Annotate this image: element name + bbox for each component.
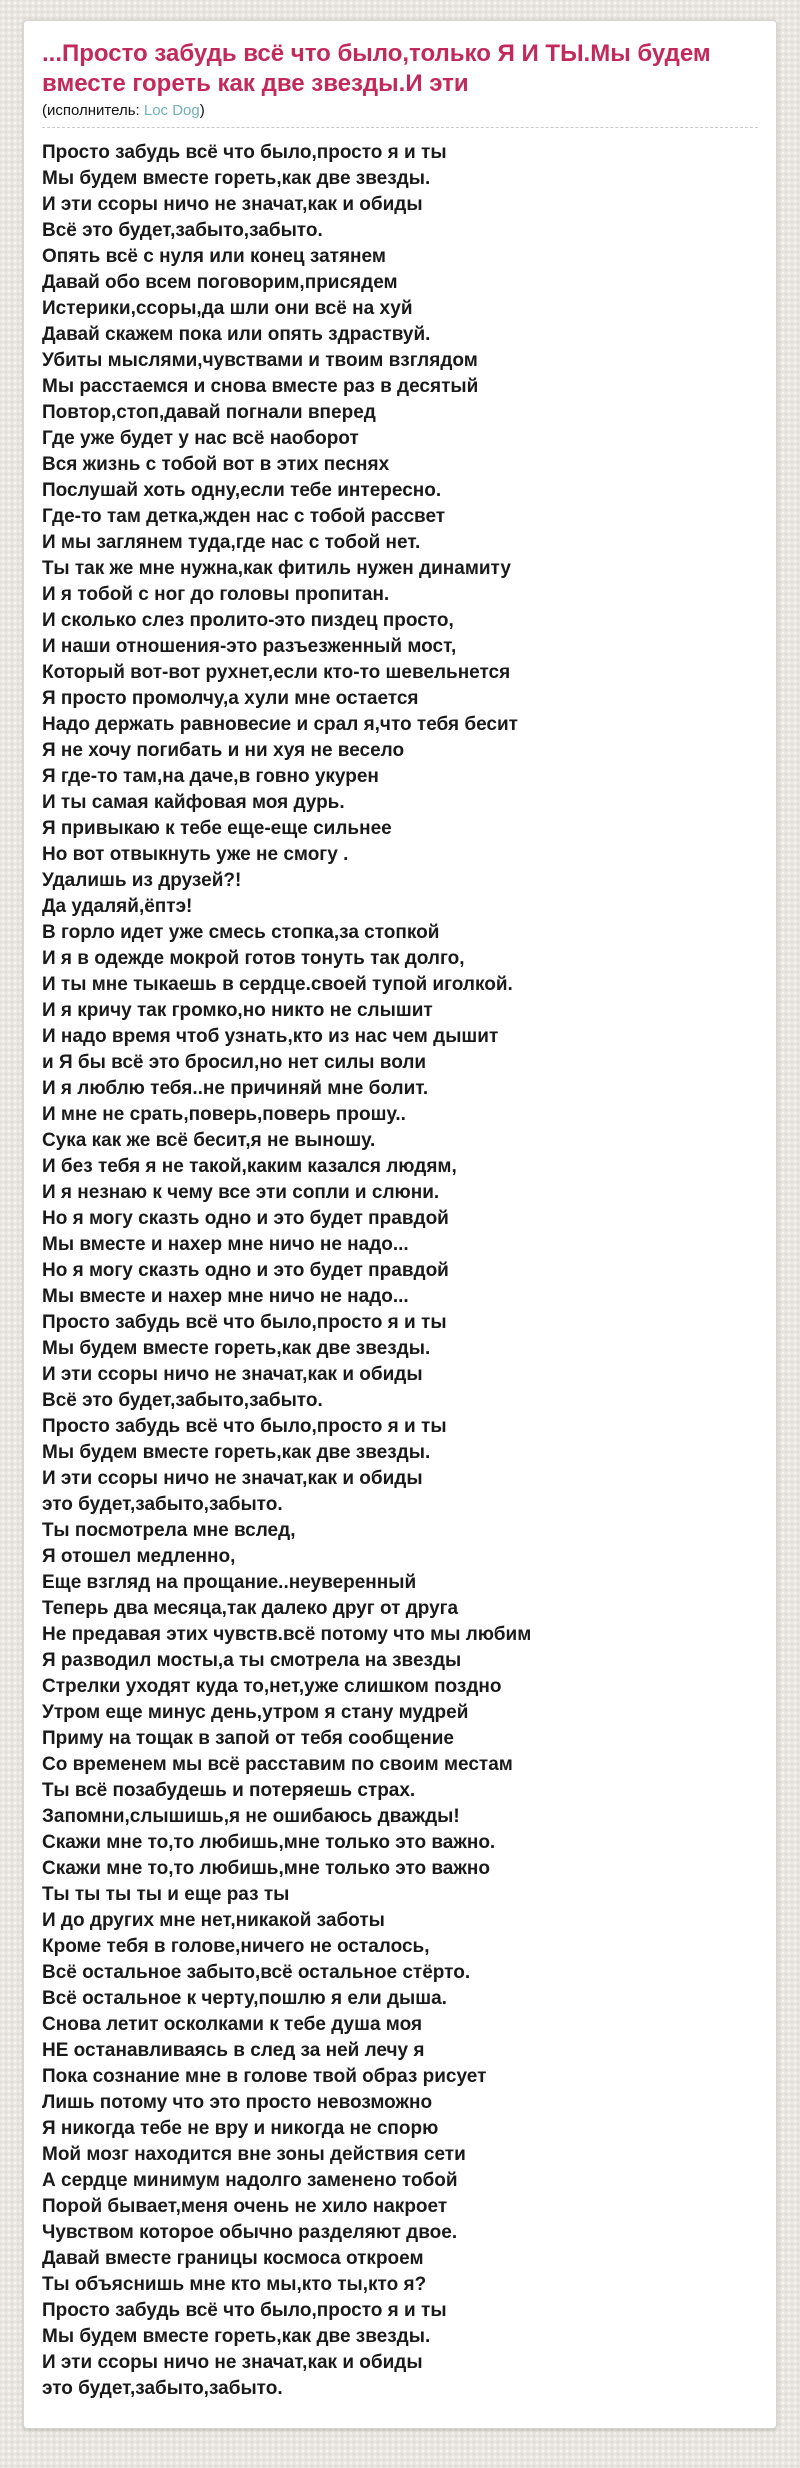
lyric-line: Просто забудь всё что было,просто я и ты — [42, 1416, 447, 1437]
lyric-line: Всё это будет,забыто,забыто. — [42, 1390, 323, 1411]
lyric-line: Скажи мне то,то любишь,мне только это важно. — [42, 1832, 496, 1853]
lyric-line: Удалишь из друзей?! — [42, 870, 242, 891]
lyric-line: Мы расстаемся и снова вместе раз в десятый — [42, 376, 479, 397]
lyric-line: И без тебя я не такой,каким казался людям, — [42, 1156, 457, 1177]
artist-link[interactable]: Loc Dog — [143, 102, 200, 119]
lyric-line: Мы вместе и нахер мне ничо не надо... — [42, 1286, 409, 1307]
lyric-line: Чувством которое обычно разделяют двое. — [42, 2222, 458, 2243]
lyric-line: Да удаляй,ёптэ! — [42, 896, 193, 917]
lyric-line: А сердце минимум надолго заменено тобой — [42, 2170, 458, 2191]
lyric-line: Ты ты ты ты и еще раз ты — [42, 1884, 290, 1905]
lyric-line: НЕ останавливаясь в след за ней лечу я — [42, 2040, 425, 2061]
lyric-line: Всё это будет,забыто,забыто. — [42, 220, 323, 241]
lyric-line: Порой бывает,меня очень не хило накроет — [42, 2196, 448, 2217]
lyric-line: И я люблю тебя..не причиняй мне болит. — [42, 1078, 429, 1099]
artist-label-prefix: (исполнитель: — [42, 102, 144, 119]
lyric-line: Опять всё с нуля или конец затянем — [42, 246, 386, 267]
lyric-line: Всё остальное к черту,пошлю я ели дыша. — [42, 1988, 447, 2009]
lyric-line: Я отошел медленно, — [42, 1546, 236, 1567]
lyric-line: Где-то там детка,жден нас с тобой рассвет — [42, 506, 446, 527]
lyric-line: Но я могу сказть одно и это будет правдой — [42, 1260, 449, 1281]
lyric-line: И эти ссоры ничо не значат,как и обиды — [42, 194, 423, 215]
lyric-line: Мы будем вместе гореть,как две звезды. — [42, 1442, 431, 1463]
artist-line — [42, 101, 758, 121]
lyric-line: это будет,забыто,забыто. — [42, 2378, 283, 2399]
lyric-line: Истерики,ссоры,да шли они всё на хуй — [42, 298, 413, 319]
lyric-line: Кроме тебя в голове,ничего не осталось, — [42, 1936, 430, 1957]
lyric-line: и Я бы всё это бросил,но нет силы воли — [42, 1052, 427, 1073]
lyric-line: Я разводил мосты,а ты смотрела на звезды — [42, 1650, 462, 1671]
lyric-line: Лишь потому что это просто невозможно — [42, 2092, 433, 2113]
lyric-line: Еще взгляд на прощание..неуверенный — [42, 1572, 417, 1593]
lyric-line: Мой мозг находится вне зоны действия сети — [42, 2144, 466, 2165]
lyric-line: И ты мне тыкаешь в сердце.своей тупой иголкой. — [42, 974, 513, 995]
lyric-line: Снова летит осколками к тебе душа моя — [42, 2014, 423, 2035]
lyric-line: Я не хочу погибать и ни хуя не весело — [42, 740, 405, 761]
lyric-line: И до других мне нет,никакой заботы — [42, 1910, 385, 1931]
lyric-line: И я тобой с ног до головы пропитан. — [42, 584, 390, 605]
lyric-line: И я кричу так громко,но никто не слышит — [42, 1000, 433, 1021]
lyric-line: И эти ссоры ничо не значат,как и обиды — [42, 1468, 423, 1489]
lyric-line: Не предавая этих чувств.всё потому что мы любим — [42, 1624, 532, 1645]
lyric-line: Я где-то там,на даче,в говно укурен — [42, 766, 379, 787]
lyric-line: Приму на тощак в запой от тебя сообщение — [42, 1728, 454, 1749]
lyric-line: Мы будем вместе гореть,как две звезды. — [42, 1338, 431, 1359]
lyric-line: Со временем мы всё расставим по своим местам — [42, 1754, 513, 1775]
lyric-line: Я привыкаю к тебе еще-еще сильнее — [42, 818, 392, 839]
lyric-line: Мы будем вместе гореть,как две звезды. — [42, 2326, 431, 2347]
lyric-line: И эти ссоры ничо не значат,как и обиды — [42, 2352, 423, 2373]
lyric-line: Где уже будет у нас всё наоборот — [42, 428, 359, 449]
lyric-line: И сколько слез пролито-это пиздец просто, — [42, 610, 454, 631]
lyric-line: И надо время чтоб узнать,кто из нас чем дышит — [42, 1026, 499, 1047]
lyric-line: Стрелки уходят куда то,нет,уже слишком поздно — [42, 1676, 502, 1697]
lyric-line: Мы вместе и нахер мне ничо не надо... — [42, 1234, 409, 1255]
lyric-line: И наши отношения-это разъезженный мост, — [42, 636, 457, 657]
lyric-line: Утром еще минус день,утром я стану мудрей — [42, 1702, 469, 1723]
lyric-line: Ты всё позабудешь и потеряешь страх. — [42, 1780, 416, 1801]
lyric-line: Повтор,стоп,давай погнали вперед — [42, 402, 376, 423]
lyric-line: Просто забудь всё что было,просто я и ты — [42, 142, 447, 163]
lyric-line: Но я могу сказть одно и это будет правдой — [42, 1208, 449, 1229]
lyric-line: Давай обо всем поговорим,присядем — [42, 272, 398, 293]
lyric-line: Теперь два месяца,так далеко друг от друга — [42, 1598, 459, 1619]
lyric-line: Ты так же мне нужна,как фитиль нужен динамиту — [42, 558, 511, 579]
lyric-line: Убиты мыслями,чувствами и твоим взглядом — [42, 350, 478, 371]
lyric-line: Ты посмотрела мне вслед, — [42, 1520, 296, 1541]
lyric-line: Я просто промолчу,а хули мне остается — [42, 688, 419, 709]
lyric-line: И ты самая кайфовая моя дурь. — [42, 792, 345, 813]
lyric-line: Ты объяснишь мне кто мы,кто ты,кто я? — [42, 2274, 427, 2295]
lyric-line: Просто забудь всё что было,просто я и ты — [42, 2300, 447, 2321]
lyrics-card — [23, 20, 777, 2429]
lyric-line: Послушай хоть одну,если тебе интересно. — [42, 480, 442, 501]
artist-label-suffix: ) — [199, 102, 205, 119]
lyric-line: Просто забудь всё что было,просто я и ты — [42, 1312, 447, 1333]
lyric-line: В горло идет уже смесь стопка,за стопкой — [42, 922, 440, 943]
lyric-line: И я в одежде мокрой готов тонуть так долго, — [42, 948, 465, 969]
lyric-line: Пока сознание мне в голове твой образ рисует — [42, 2066, 487, 2087]
lyric-line: Но вот отвыкнуть уже не смогу . — [42, 844, 349, 865]
lyric-line: И эти ссоры ничо не значат,как и обиды — [42, 1364, 423, 1385]
lyric-line: Который вот-вот рухнет,если кто-то шевельнется — [42, 662, 511, 683]
lyric-line: Всё остальное забыто,всё остальное стёрто. — [42, 1962, 471, 1983]
lyric-line: Давай вместе границы космоса откроем — [42, 2248, 424, 2269]
dashed-separator — [42, 127, 758, 128]
lyric-line: И я незнаю к чему все эти сопли и слюни. — [42, 1182, 440, 1203]
lyric-line: Давай скажем пока или опять здраствуй. — [42, 324, 431, 345]
lyrics-text — [42, 140, 758, 2402]
lyric-line: Сука как же всё бесит,я не выношу. — [42, 1130, 376, 1151]
lyric-line: И мне не срать,поверь,поверь прошу.. — [42, 1104, 406, 1125]
lyric-line: Мы будем вместе гореть,как две звезды. — [42, 168, 431, 189]
lyric-line: Надо держать равновесие и срал я,что тебя бесит — [42, 714, 518, 735]
lyric-line: это будет,забыто,забыто. — [42, 1494, 283, 1515]
lyric-line: Вся жизнь с тобой вот в этих песнях — [42, 454, 390, 475]
lyric-line: Запомни,слышишь,я не ошибаюсь дважды! — [42, 1806, 460, 1827]
page-title: ...Просто забудь всё что было,только Я И ТЫ.Мы будем вместе гореть как две звезды.И эти — [42, 40, 711, 97]
lyric-line: Скажи мне то,то любишь,мне только это важно — [42, 1858, 490, 1879]
lyric-line: И мы заглянем туда,где нас с тобой нет. — [42, 532, 421, 553]
lyric-line: Я никогда тебе не вру и никогда не спорю — [42, 2118, 439, 2139]
